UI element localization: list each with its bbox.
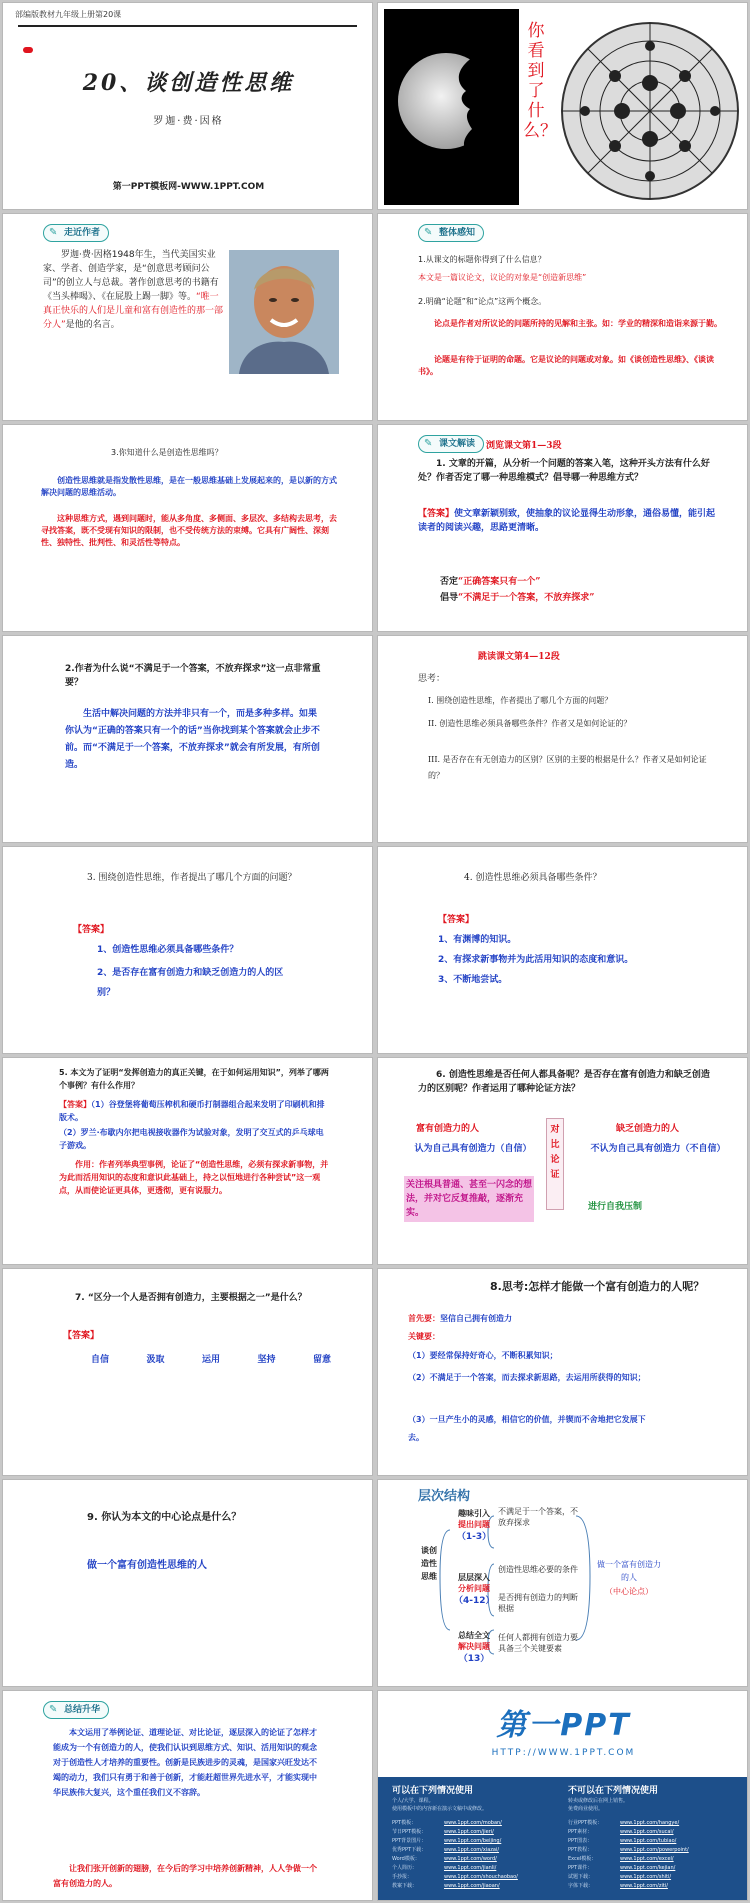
detail-1: 不满足于一个答案，不放弃探求 bbox=[498, 1507, 578, 1527]
q2: 2.明确“论题”和“论点”这两个概念。 bbox=[418, 297, 547, 306]
detail-2: 创造性思维必要的条件 bbox=[498, 1565, 578, 1574]
can-use-2: 使用模板中的内容新在演示文稿中或修改。 bbox=[392, 1806, 488, 1812]
slide-q7[interactable] bbox=[2, 1268, 373, 1476]
right-link-row bbox=[568, 1819, 738, 1828]
left-link-row bbox=[392, 1864, 562, 1873]
right-link-label: PPT课件： bbox=[568, 1865, 593, 1871]
def-a2: 这种思维方式，遇到问题时，能从多角度、多侧面、多层次、多结构去思考，去寻找答案，既不受现有知识的限制，也不受传统方法的束缚。它具有广阔性、深刻性、独特性、批判性、和灵活性等特点。 bbox=[41, 514, 337, 547]
word-confidence: 自信 bbox=[91, 1355, 110, 1365]
part3 bbox=[454, 1630, 494, 1666]
right-link-label: PPT素材： bbox=[568, 1829, 593, 1835]
can-use-1: 个人/大学、课程。 bbox=[392, 1798, 434, 1804]
rich-title: 富有创造力的人 bbox=[416, 1124, 480, 1134]
right-link-row bbox=[568, 1846, 738, 1855]
slide-illusion[interactable] bbox=[377, 2, 748, 210]
word-absorb: 汲取 bbox=[146, 1355, 165, 1365]
first-label: 首先要： bbox=[408, 1314, 440, 1323]
part3-b: 解决问题 bbox=[458, 1642, 490, 1651]
q7-words bbox=[91, 1353, 331, 1367]
left-link-row bbox=[392, 1828, 562, 1837]
left-link-label: 手抄报： bbox=[392, 1874, 413, 1880]
left-link-url[interactable]: www.1ppt.com/jieri/ bbox=[444, 1829, 494, 1835]
negate-line bbox=[440, 575, 540, 589]
left-link-label: 优秀PPT下载： bbox=[392, 1847, 427, 1853]
slide-structure[interactable] bbox=[377, 1479, 748, 1687]
bio-quote: “唯一真正快乐的人们是儿童和富有创造性的那一部分人” bbox=[43, 292, 224, 330]
links-left bbox=[392, 1819, 562, 1891]
right-link-url[interactable]: www.1ppt.com/kejian/ bbox=[620, 1865, 676, 1871]
rich-2: 关注根具普通、甚至一闪念的想法，并对它反复推敲，逐渐充实。 bbox=[404, 1176, 534, 1222]
part1 bbox=[454, 1508, 494, 1544]
slide-q6[interactable] bbox=[377, 1057, 748, 1265]
slide-q8[interactable] bbox=[377, 1268, 748, 1476]
slide-author[interactable] bbox=[2, 213, 373, 421]
part2-c: （4-12） bbox=[454, 1596, 495, 1606]
q4-answer-1: 1、有渊博的知识。 bbox=[438, 935, 517, 945]
tag-summary: ✎ 总结升华 bbox=[43, 1701, 109, 1719]
tessellation-icon bbox=[560, 21, 740, 201]
think-item-3: III. 是否存在有无创造力的区别？区别的主要的根据是什么？作者又是如何论证的？ bbox=[428, 755, 707, 780]
left-link-row bbox=[392, 1855, 562, 1864]
left-link-url[interactable]: www.1ppt.com/beijing/ bbox=[444, 1838, 502, 1844]
advocate-label: 倡导 bbox=[440, 593, 459, 603]
contrast-argument: 对比论证 bbox=[546, 1118, 564, 1210]
rich-1: 认为自己具有创造力（自信） bbox=[414, 1144, 532, 1154]
q7-answer-label: 【答案】 bbox=[63, 1331, 100, 1341]
portrait-icon bbox=[229, 250, 339, 374]
summary-p2: 让我们张开创新的翅膀，在今后的学习中培养创新精神，人人争做一个富有创造力的人。 bbox=[53, 1864, 317, 1888]
a3: 论题是有待于证明的命题。它是议论的问题或对象。如《谈创造性思维》、《谈读书》。 bbox=[418, 355, 714, 376]
right-link-row bbox=[568, 1882, 738, 1891]
q9-answer: 做一个富有创造性思维的人 bbox=[87, 1560, 207, 1571]
left-link-label: Word模板： bbox=[392, 1856, 420, 1862]
right-link-label: Excel模板： bbox=[568, 1856, 597, 1862]
lesson-author: 罗迦·费·因格 bbox=[153, 116, 224, 127]
part2-b: 分析问题 bbox=[458, 1584, 490, 1593]
slide-q2[interactable] bbox=[2, 635, 373, 843]
bio-text: 罗迦·费·因格1948年生，当代美国实业家、学者、创造学家，是“创意思考顾问公司”的创立人与总裁。著作创意思考的书籍有《当头棒喝》、《在屁股上踢一脚》等。 bbox=[43, 250, 219, 302]
part1-a: 趣味引入 bbox=[458, 1509, 490, 1518]
red-brush-mark bbox=[23, 47, 33, 53]
slide-skim-4-12[interactable] bbox=[377, 635, 748, 843]
q8-question: 8.思考:怎样才能做一个富有创造力的人呢？ bbox=[490, 1280, 705, 1293]
header-rule bbox=[18, 25, 357, 27]
right-link-url[interactable]: www.1ppt.com/tubiao/ bbox=[620, 1838, 677, 1844]
left-link-row bbox=[392, 1846, 562, 1855]
author-bio bbox=[43, 248, 223, 332]
left-link-label: PPT模板： bbox=[392, 1820, 417, 1826]
slide-q5[interactable] bbox=[2, 1057, 373, 1265]
q4-answer-label: 【答案】 bbox=[438, 915, 475, 925]
slide-1ppt-end[interactable] bbox=[377, 1690, 748, 1901]
detail-3: 是否拥有创造力的判断根据 bbox=[498, 1593, 578, 1613]
lack-title: 缺乏创造力的人 bbox=[616, 1124, 680, 1134]
word-apply: 运用 bbox=[201, 1355, 220, 1365]
q4-question: 4. 创造性思维必须具备哪些条件？ bbox=[464, 873, 602, 883]
links-right bbox=[568, 1819, 738, 1891]
detail-4: 任何人都拥有创造力要具备三个关键要素 bbox=[498, 1633, 578, 1653]
part1-c: （1-3） bbox=[456, 1532, 492, 1542]
key-2: （2）不满足于一个答案，而去探求新思路，去运用所获得的知识； bbox=[408, 1373, 646, 1382]
think-item-2: II. 创造性思维必须具备哪些条件？作者又是如何论证的？ bbox=[428, 719, 632, 728]
summary-p1: 本文运用了举例论证、道理论证、对比论证，逐层深入的论证了怎样才能成为一个有创造力的人，使我们认识到思维方式、知识、活用知识的观念对于创造性人才培养的重要性。创新是民族进步的灵魂，是国家兴旺发达不竭的动力，我们只有勇于和善于创新，才能赶超世界先进水平，才能实现中华民族伟大复兴，这个重任我们义不容辞。 bbox=[53, 1728, 317, 1797]
part2-a: 层层深入 bbox=[458, 1573, 490, 1582]
lesson-title: 20、谈创造性思维 bbox=[82, 70, 295, 96]
think-item-1: I. 围绕创造性思维，作者提出了哪几个方面的问题？ bbox=[428, 696, 613, 705]
left-link-label: 节日PPT模板： bbox=[392, 1829, 427, 1835]
slide-title[interactable] bbox=[2, 2, 373, 210]
negate-text: “正确答案只有一个” bbox=[458, 577, 541, 587]
left-link-row bbox=[392, 1837, 562, 1846]
1ppt-url: HTTP://WWW.1PPT.COM bbox=[491, 1748, 636, 1758]
slide-q9[interactable] bbox=[2, 1479, 373, 1687]
q2-answer: 生活中解决问题的方法并非只有一个，而是多种多样。如果你认为“正确的答案只有一个的话”当你找到某个答案就会止步不前。而“不满足于一个答案，不放弃探求”就会有所发展，有所创造。 bbox=[65, 709, 320, 770]
cannot-use-1: 转卖或修改后在网上销售。 bbox=[568, 1798, 629, 1804]
q3-answer-label: 【答案】 bbox=[73, 925, 110, 935]
escher-circle-limit bbox=[560, 21, 740, 201]
key-3: （3）一旦产生小的灵感，相信它的价值，并锲而不舍地把它发展下去。 bbox=[408, 1415, 646, 1442]
key-label: 关键要： bbox=[408, 1332, 440, 1341]
q5-answer-1 bbox=[59, 1098, 329, 1124]
q9-question: 9. 你认为本文的中心论点是什么？ bbox=[87, 1512, 242, 1523]
site-credit: 第一PPT模板网-WWW.1PPT.COM bbox=[112, 182, 265, 192]
center-thesis-label: （中心论点） bbox=[605, 1587, 653, 1596]
tag-author: ✎ 走近作者 bbox=[43, 224, 109, 242]
slide-q4[interactable] bbox=[377, 846, 748, 1054]
cannot-use-title: 不可以在下列情况使用 bbox=[568, 1786, 659, 1796]
part2 bbox=[454, 1572, 494, 1608]
word-notice: 留意 bbox=[312, 1355, 331, 1365]
center-thesis: 做一个富有创造力的人 bbox=[597, 1560, 661, 1582]
right-link-url[interactable]: www.1ppt.com/excel/ bbox=[620, 1856, 674, 1862]
left-link-url[interactable]: www.1ppt.com/shouchaobao/ bbox=[444, 1874, 518, 1880]
left-link-row bbox=[392, 1873, 562, 1882]
reading-heading: 浏览课文第1—3段 bbox=[486, 441, 562, 451]
lack-2: 进行自我压制 bbox=[588, 1202, 643, 1212]
left-link-url[interactable]: www.1ppt.com/jianli/ bbox=[444, 1865, 497, 1871]
first-text: 坚信自己拥有创造力 bbox=[440, 1314, 512, 1323]
right-link-row bbox=[568, 1873, 738, 1882]
slide-q3[interactable] bbox=[2, 846, 373, 1054]
tag-overview: ✎ 整体感知 bbox=[418, 224, 484, 242]
moon-face-illusion bbox=[384, 9, 519, 205]
q3-answer-2: 2、是否存在富有创造力和缺乏创造力的人的区别？ bbox=[97, 968, 284, 998]
reading-answer bbox=[418, 507, 718, 535]
right-link-url[interactable]: www.1ppt.com/hangye/ bbox=[620, 1820, 680, 1826]
right-link-row bbox=[568, 1828, 738, 1837]
slide-overview[interactable] bbox=[377, 213, 748, 421]
cannot-use-2: 免费商业使用。 bbox=[568, 1806, 604, 1812]
right-link-label: 试题下载： bbox=[568, 1874, 594, 1880]
tag-reading: ✎ 课文解读 bbox=[418, 435, 484, 453]
right-link-label: PPT教程： bbox=[568, 1847, 593, 1853]
left-link-label: 教案下载： bbox=[392, 1883, 418, 1889]
author-photo bbox=[229, 250, 339, 374]
q2-question: 2.作者为什么说“不满足于一个答案，不放弃探求”这一点非常重要？ bbox=[65, 664, 321, 688]
left-link-url[interactable]: www.1ppt.com/moban/ bbox=[444, 1820, 502, 1826]
q5-answer-1-text: （1）谷登堡将葡萄压榨机和硬币打制器组合起来发明了印刷机和排版术。 bbox=[59, 1100, 325, 1122]
slide-reading-1-3[interactable] bbox=[377, 424, 748, 632]
what-do-you-see: 你看到了什么？ bbox=[523, 21, 557, 141]
left-link-url[interactable]: www.1ppt.com/word/ bbox=[444, 1856, 497, 1862]
slide-creative-definition[interactable] bbox=[2, 424, 373, 632]
right-link-row bbox=[568, 1837, 738, 1846]
part3-a: 总结全文 bbox=[458, 1631, 490, 1640]
advocate-line bbox=[440, 591, 594, 605]
left-link-label: 个人简历： bbox=[392, 1865, 418, 1871]
bio-end: 是他的名言。 bbox=[65, 320, 120, 330]
q1: 1.从课文的标题你得到了什么信息？ bbox=[418, 255, 546, 264]
skim-heading: 跳读课文第4—12段 bbox=[478, 652, 560, 662]
q4-answer-2: 2、有探求新事物并为此活用知识的态度和意识。 bbox=[438, 955, 634, 965]
left-link-url[interactable]: www.1ppt.com/jiaoan/ bbox=[444, 1883, 500, 1889]
a1: 本文是一篇议论文，议论的对象是“创造新思维” bbox=[418, 273, 587, 282]
left-link-row bbox=[392, 1819, 562, 1828]
q5-answer-label: 【答案】 bbox=[59, 1100, 91, 1109]
right-link-row bbox=[568, 1855, 738, 1864]
q5-effect: 作用：作者列举典型事例，论证了“创造性思维，必须有探求新事物，并为此而活用知识的态度和意识此基础上，持之以恒地进行各种尝试”这一观点，从而使论证更具体，更透彻，更有说服力。 bbox=[59, 1160, 329, 1195]
q7-question: 7. “区分一个人是否拥有创造力，主要根据之一”是什么？ bbox=[75, 1293, 307, 1303]
q4-answer-3: 3、不断地尝试。 bbox=[438, 975, 508, 985]
moon-face-icon bbox=[384, 9, 519, 205]
q3-answer-1: 1、创造性思维必须具备哪些条件？ bbox=[97, 945, 239, 955]
q5-answer-2: （2）罗兰·布歇内尔把电视接收器作为试验对象，发明了交互式的乒乓球电子游戏。 bbox=[59, 1128, 324, 1150]
right-link-url[interactable]: www.1ppt.com/shiti/ bbox=[620, 1874, 672, 1880]
lack-1: 不认为自己具有创造力（不自信） bbox=[590, 1144, 726, 1154]
right-link-row bbox=[568, 1864, 738, 1873]
right-link-url[interactable]: www.1ppt.com/powerpoint/ bbox=[620, 1847, 689, 1853]
1ppt-logo: 第一PPT bbox=[496, 1708, 631, 1743]
right-link-url[interactable]: www.1ppt.com/sucai/ bbox=[620, 1829, 674, 1835]
part3-c: （13） bbox=[458, 1654, 490, 1664]
right-link-url[interactable]: www.1ppt.com/ziti/ bbox=[620, 1883, 668, 1889]
negate-label: 否定 bbox=[440, 577, 459, 587]
answer-text: 使文章新颖别致，使抽象的议论显得生动形象，通俗易懂，能引起读者的阅读兴趣，思路更清晰。 bbox=[418, 509, 716, 533]
part1-b: 提出问题 bbox=[458, 1520, 490, 1529]
left-link-label: PPT背景图片： bbox=[392, 1838, 427, 1844]
q5-question: 5. 本文为了证明“发挥创造力的真正关键，在于如何运用知识”，列举了哪两个事例？有什么作用？ bbox=[59, 1068, 329, 1090]
q3-question: 3. 围绕创造性思维，作者提出了哪几个方面的问题？ bbox=[87, 873, 297, 883]
root-topic: 谈创造性思维 bbox=[421, 1546, 437, 1581]
structure-title: 层次结构 bbox=[418, 1489, 471, 1504]
reading-question: 1. 文章的开篇，从分析一个问题的答案入笔，这种开头方法有什么好处？作者否定了哪一种思维模式？倡导哪一种思维方式？ bbox=[418, 459, 710, 483]
q6-question: 6. 创造性思维是否任何人都具备呢？是否存在富有创造力和缺乏创造力的区别呢？作者运用了哪种论证方法？ bbox=[418, 1070, 710, 1094]
right-link-label: PPT图表： bbox=[568, 1838, 593, 1844]
answer-label: 【答案】 bbox=[418, 509, 455, 519]
q3: 3.你知道什么是创造性思维吗？ bbox=[111, 448, 223, 457]
right-link-label: 字体下载： bbox=[568, 1883, 594, 1889]
advocate-text: “不满足于一个答案，不放弃探求” bbox=[458, 593, 595, 603]
left-link-url[interactable]: www.1ppt.com/xiazai/ bbox=[444, 1847, 500, 1853]
a2: 论点是作者对所议论的问题所持的见解和主张。如：学业的精深和造诣来源于勤。 bbox=[434, 319, 722, 328]
course-header: 部编版教材九年级上册第20课 bbox=[15, 10, 122, 19]
q8-first bbox=[408, 1313, 512, 1325]
left-link-row bbox=[392, 1882, 562, 1891]
right-link-label: 行业PPT模板： bbox=[568, 1820, 603, 1826]
def-a1: 创造性思维就是指发散性思维，是在一般思维基础上发展起来的，是以新的方式解决问题的思维活动。 bbox=[41, 476, 337, 497]
think-label: 思考： bbox=[418, 674, 446, 684]
word-persist: 坚持 bbox=[257, 1355, 276, 1365]
key-1: （1）要经常保持好奇心，不断积累知识； bbox=[408, 1351, 558, 1360]
can-use-title: 可以在下列情况使用 bbox=[392, 1786, 474, 1796]
slide-summary[interactable] bbox=[2, 1690, 373, 1901]
